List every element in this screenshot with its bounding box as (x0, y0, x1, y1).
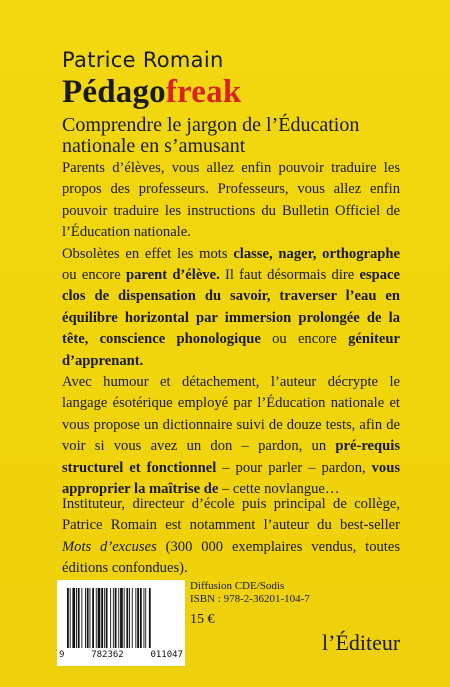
author-name: Patrice Romain (62, 48, 224, 72)
bio-text-span: (300 000 exemplaires vendus, toutes éditions confondues). (62, 538, 400, 577)
barcode-bars (67, 588, 175, 648)
blurb-text-span: ou encore (260, 331, 349, 348)
barcode-bar (67, 588, 69, 648)
barcode-bar (140, 588, 142, 648)
blurb-text-span: Avec humour et détachement, l’auteur décrypte le langage ésotérique employé par l’Éducation nationale et vous propose un dictionnaire suivi de douze tests, afin de voir si vous avez un don – pardon, un (62, 374, 400, 455)
blurb-text-span: – cette novlangue… (218, 481, 340, 498)
blurb-text-span: Il faut désormais dire (219, 267, 360, 284)
title-accent: freak (165, 74, 242, 110)
author-bio (62, 494, 400, 580)
barcode (57, 580, 185, 666)
barcode-bar (96, 588, 97, 648)
barcode-bar (115, 588, 117, 648)
barcode-bar (126, 588, 128, 648)
blurb-paragraph-3 (62, 372, 400, 500)
distribution-line: Diffusion CDE/Sodis (190, 580, 285, 592)
barcode-bar (104, 588, 105, 648)
barcode-bar (85, 588, 86, 648)
barcode-bar (81, 588, 82, 648)
blurb-bold-span: parent d’élève. (125, 267, 220, 284)
blurb-bold-span: géniteur d’apprenant. (62, 331, 400, 369)
book-subtitle: Comprendre le jargon de l’Éducation nationale en s’amusant (62, 114, 360, 157)
barcode-digit-group: 782362 (91, 650, 124, 660)
barcode-bar (76, 588, 77, 648)
barcode-bar (106, 588, 108, 648)
barcode-digit-group: 9 (59, 650, 65, 660)
barcode-bar (124, 588, 125, 648)
blurb-bold-span: classe, nager, orthographe (233, 245, 400, 262)
publisher-logo-text: l’Éditeur (322, 630, 401, 655)
barcode-bar (92, 588, 94, 648)
distribution-info (190, 580, 310, 606)
barcode-bar (120, 588, 123, 648)
blurb-text-span: ou encore (62, 267, 126, 284)
blurb-bold-span: vous approprier la maîtrise de (62, 459, 400, 498)
barcode-bar (98, 588, 101, 648)
barcode-bar (149, 588, 151, 648)
title-main: Pédago (62, 74, 166, 110)
bio-italic-title: Mots d’excuses (62, 538, 157, 555)
barcode-digit-group: 011047 (150, 650, 183, 660)
barcode-bar (90, 588, 91, 648)
book-title (62, 74, 241, 111)
barcode-bar (87, 588, 89, 648)
bio-text-span: Instituteur, directeur d’école puis principal de collège, Patrice Romain est notamment l’auteur du best-seller (62, 496, 400, 534)
blurb-paragraph-2 (62, 244, 400, 372)
barcode-bar (132, 588, 133, 648)
blurb-text-span: – pour parler – pardon, (216, 459, 372, 476)
barcode-bar (110, 588, 111, 648)
price: 15 € (190, 612, 215, 627)
barcode-bar (129, 588, 130, 648)
blurb-text (62, 158, 400, 501)
barcode-bar (145, 588, 146, 648)
barcode-bar (137, 588, 139, 648)
barcode-bar (144, 588, 145, 648)
blurb-text-span: Obsolètes en effet les mots (62, 245, 234, 262)
barcode-bar (113, 588, 114, 648)
barcode-bar (101, 588, 103, 648)
blurb-bold-span: pré-requis structurel et fonctionnel (62, 438, 400, 476)
barcode-bar (118, 588, 119, 648)
blurb-bold-span: espace clos de dispensation du savoir, traverser l’eau en équilibre horizontal par immersion prolongée de la tête, conscience phonologique (62, 267, 400, 348)
barcode-digits (59, 650, 183, 662)
barcode-bar (135, 588, 136, 648)
barcode-bar (70, 588, 71, 648)
blurb-paragraph-1: Parents d’élèves, vous allez enfin pouvoir traduire les propos des professeurs. Professeurs, vous allez enfin pouvoir traduire les instructions du Bulletin Officiel de l’Éducation nationale. (62, 160, 400, 241)
barcode-bar (72, 588, 75, 648)
isbn-line: ISBN : 978-2-36201-104-7 (190, 593, 310, 605)
bio-paragraph (62, 494, 400, 580)
barcode-bar (78, 588, 80, 648)
